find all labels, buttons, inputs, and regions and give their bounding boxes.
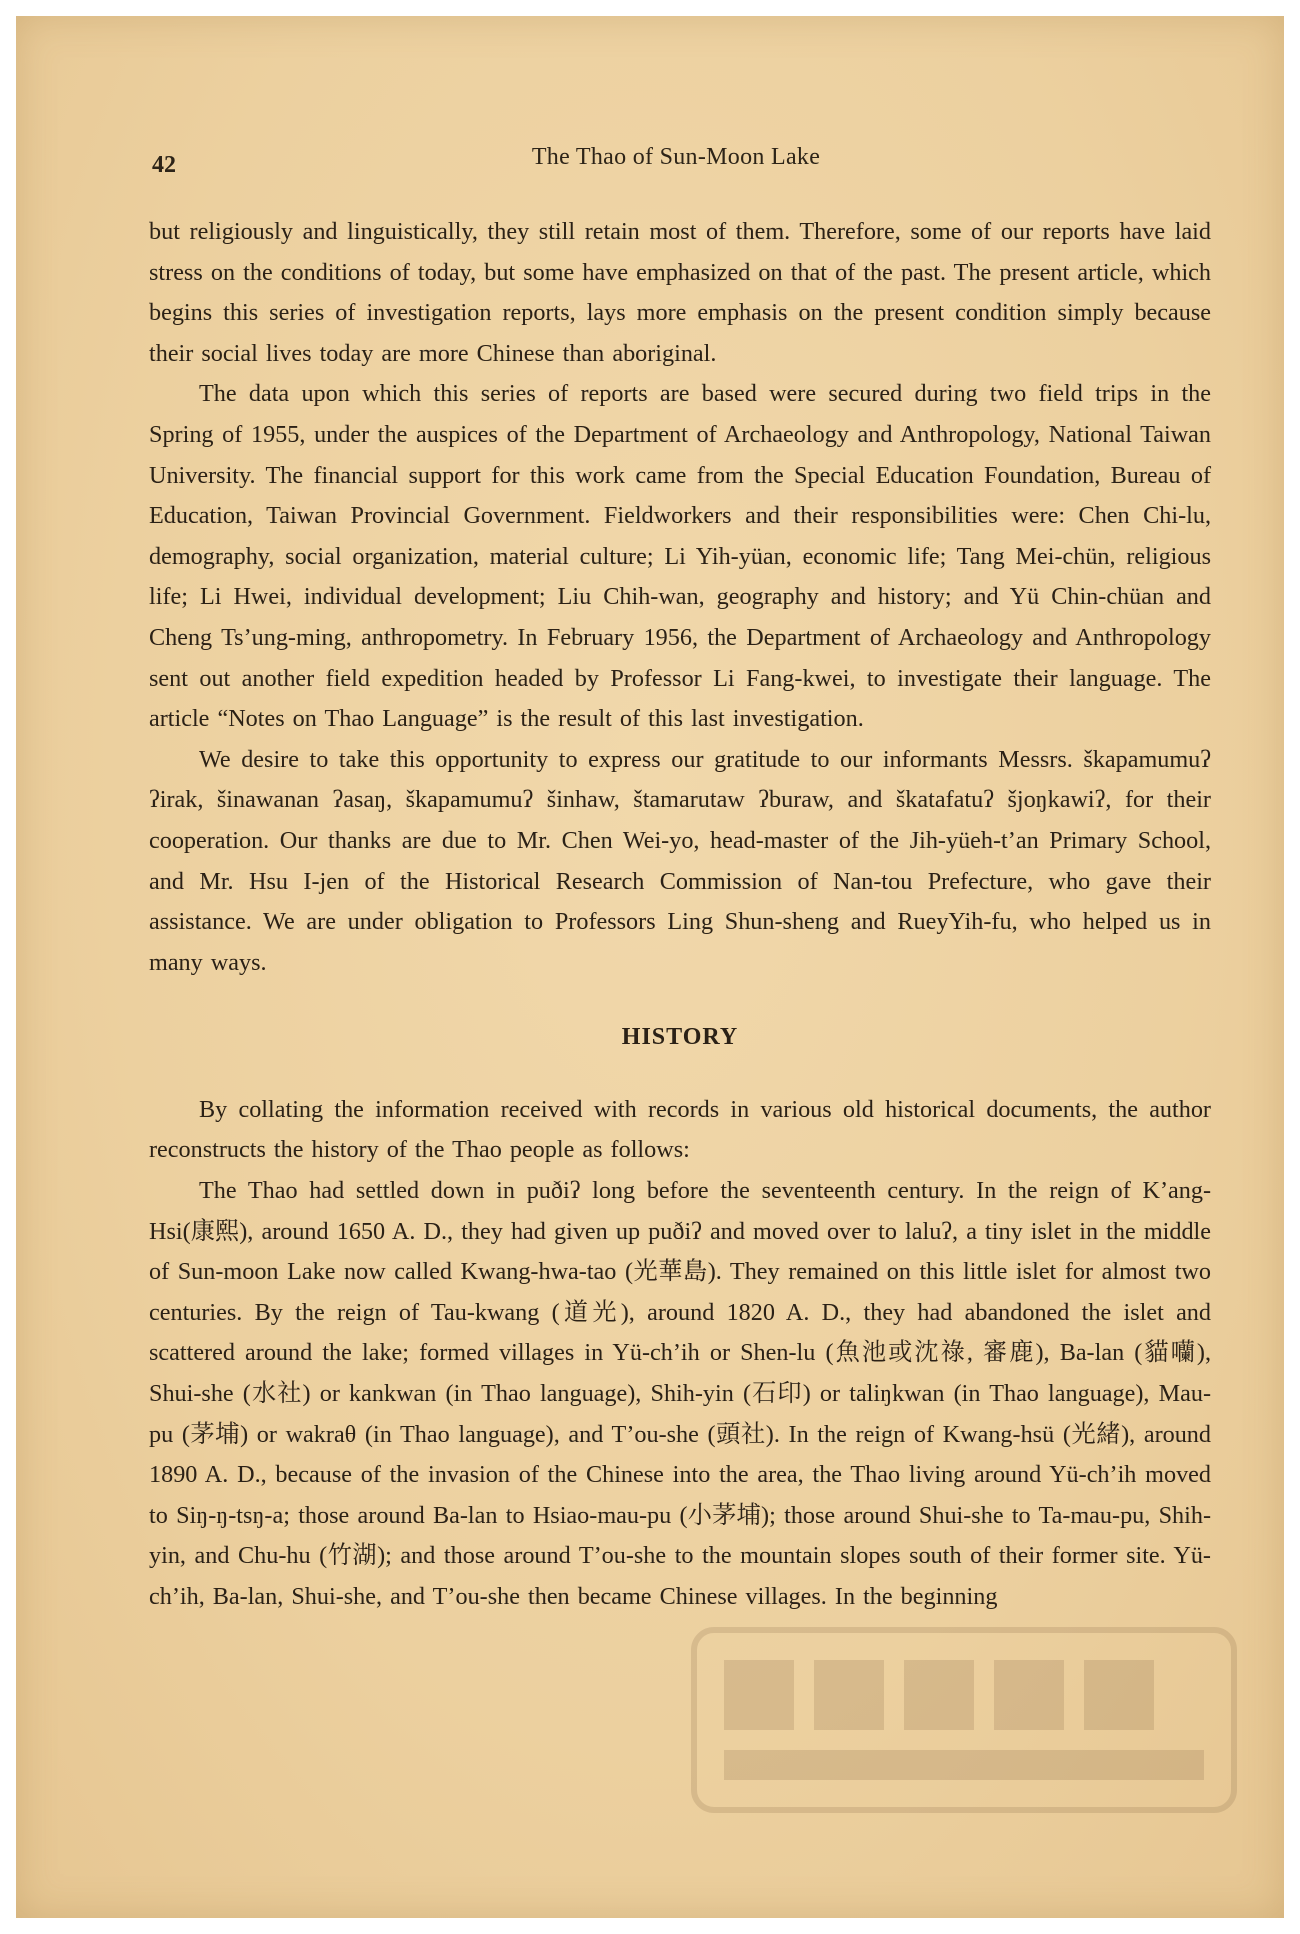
library-watermark	[684, 1610, 1244, 1830]
page-number: 42	[152, 152, 176, 178]
paragraph-continuation: but religiously and linguistically, they still retain most of them. Therefore, some of our reports have laid stress on the conditions of today, but some have emphasized on that of the past. The present article, which begins this series of investigation reports, lays more emphasis on the present condition simply because their social lives today are more Chinese than aboriginal.	[149, 218, 1211, 367]
body-text	[149, 212, 1211, 1618]
scanned-page	[16, 16, 1284, 1918]
paragraph-history-intro: By collating the information received with records in various old historical documents, the author reconstructs the history of the Thao people as follows:	[149, 1095, 1211, 1164]
paragraph-history-main: The Thao had settled down in puðiʔ long before the seventeenth century. In the reign of K’ang-Hsi(康熙), around 1650 A. D., they had given up puðiʔ and moved over to laluʔ, a tiny islet in the middle of Sun-moon Lake now called Kwang-hwa-tao (光華島). They remained on this little islet for almost two centuries. By the reign of Tau-kwang (道光), around 1820 A. D., they had abandoned the islet and scattered around the lake; formed villages in Yü-ch’ih or Shen-lu (魚池或沈祿, 審鹿), Ba-lan (貓囒), Shui-she (水社) or kankwan (in Thao language), Shih-yin (石印) or taliŋkwan (in Thao language), Mau-pu (茅埔) or wakraθ (in Thao language), and T’ou-she (頭社). In the reign of Kwang-hsü (光緒), around 1890 A. D., because of the invasion of the Chinese into the area, the Thao living around Yü-ch’ih moved to Siŋ-ŋ-tsŋ-a; those around Ba-lan to Hsiao-mau-pu (小茅埔); those around Shui-she to Ta-mau-pu, Shih-yin, and Chu-hu (竹湖); and those around T’ou-she to the mountain slopes south of their former site. Yü-ch’ih, Ba-lan, Shui-she, and T’ou-she then became Chinese villages. In the beginning	[149, 1177, 1211, 1610]
paragraph-acknowledgements: We desire to take this opportunity to express our gratitude to our informants Messrs. škapamumuʔ ʔirak, šinawanan ʔasaŋ, škapamumuʔ šinhaw, štamarutaw ʔburaw, and škatafatuʔ šjoŋkawiʔ, for their cooperation. Our thanks are due to Mr. Chen Wei-yo, head-master of the Jih-yüeh-t’an Primary School, and Mr. Hsu I-jen of the Historical Research Commission of Nan-tou Prefecture, who gave their assistance. We are under obligation to Professors Ling Shun-sheng and RueyYih-fu, who helped us in many ways.	[149, 745, 1211, 976]
paragraph-fieldwork: The data upon which this series of reports are based were secured during two field trips in the Spring of 1955, under the auspices of the Department of Archaeology and Anthropology, National Taiwan University. The financial support for this work came from the Special Education Foundation, Bureau of Education, Taiwan Provincial Government. Fieldworkers and their responsibilities were: Chen Chi-lu, demography, social organization, material culture; Li Yih-yüan, economic life; Tang Mei-chün, religious life; Li Hwei, individual development; Liu Chih-wan, geography and history; and Yü Chin-chüan and Cheng Ts’ung-ming, anthropometry. In February 1956, the Department of Archaeology and Anthropology sent out another field expedition headed by Professor Li Fang-kwei, to investigate their language. The article “Notes on Thao Language” is the result of this last investigation.	[149, 380, 1211, 733]
section-heading-history: HISTORY	[621, 1024, 739, 1051]
running-title: The Thao of Sun-Moon Lake	[531, 144, 821, 170]
page-header	[136, 144, 1216, 184]
